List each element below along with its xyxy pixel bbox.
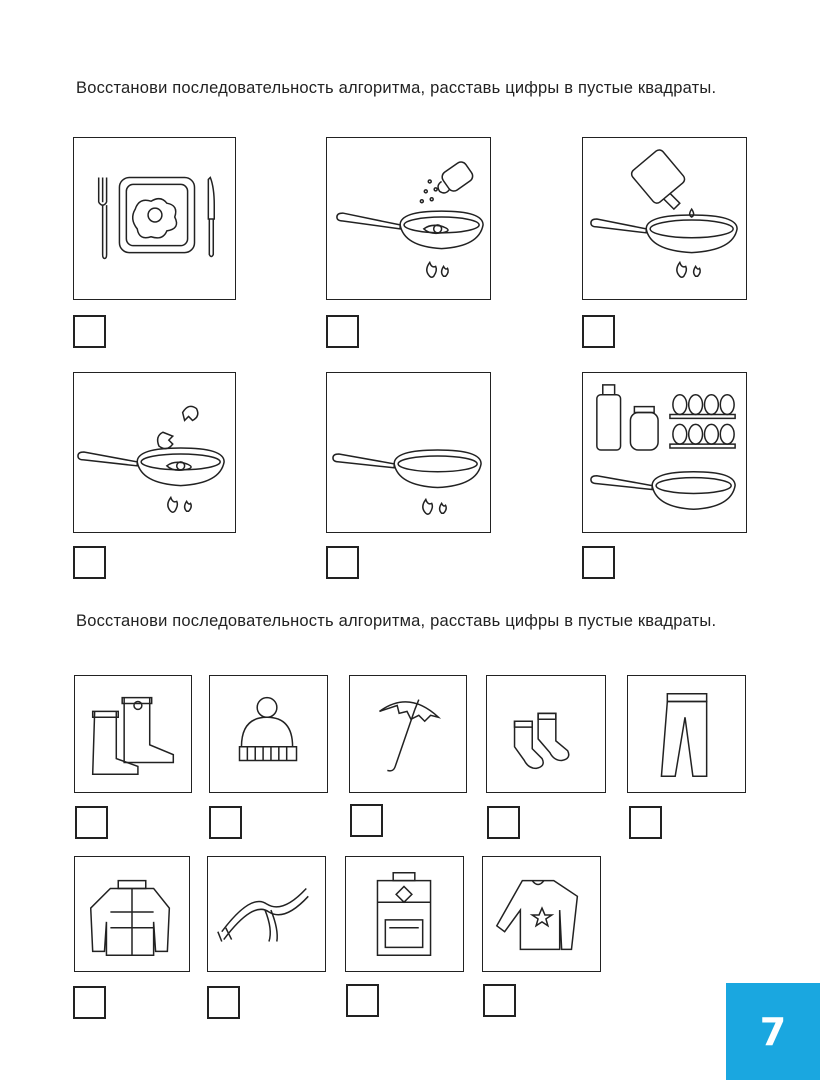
- jacket-icon: [75, 857, 189, 971]
- plate-with-fried-egg-icon: [74, 138, 235, 299]
- ingredients-and-pan-icon: [583, 373, 746, 532]
- card-crack-egg: [73, 372, 236, 533]
- trousers-icon: [628, 676, 745, 792]
- card-backpack: [345, 856, 464, 972]
- answer-box-8[interactable]: [209, 806, 242, 839]
- scarf-icon: [208, 857, 325, 971]
- socks-icon: [487, 676, 605, 792]
- answer-box-10[interactable]: [487, 806, 520, 839]
- answer-box-14[interactable]: [346, 984, 379, 1017]
- card-oil: [582, 137, 747, 300]
- backpack-icon: [346, 857, 463, 971]
- salting-egg-in-pan-icon: [327, 138, 490, 299]
- page-number-tab: 7: [726, 983, 820, 1080]
- card-jacket: [74, 856, 190, 972]
- card-hat: [209, 675, 328, 793]
- card-plate-egg: [73, 137, 236, 300]
- card-sweater: [482, 856, 601, 972]
- answer-box-2[interactable]: [326, 315, 359, 348]
- pouring-oil-into-pan-icon: [583, 138, 746, 299]
- sweater-icon: [483, 857, 600, 971]
- umbrella-icon: [350, 676, 466, 792]
- answer-box-4[interactable]: [73, 546, 106, 579]
- answer-box-12[interactable]: [73, 986, 106, 1019]
- instruction-2: Восстанови последовательность алгоритма, расставь цифры в пустые квадраты.: [76, 612, 717, 630]
- answer-box-13[interactable]: [207, 986, 240, 1019]
- pan-on-fire-icon: [327, 373, 490, 532]
- boots-icon: [75, 676, 191, 792]
- answer-box-3[interactable]: [582, 315, 615, 348]
- answer-box-15[interactable]: [483, 984, 516, 1017]
- instruction-1: Восстанови последовательность алгоритма, расставь цифры в пустые квадраты.: [76, 79, 717, 97]
- answer-box-9[interactable]: [350, 804, 383, 837]
- answer-box-5[interactable]: [326, 546, 359, 579]
- answer-box-1[interactable]: [73, 315, 106, 348]
- cracking-egg-into-pan-icon: [74, 373, 235, 532]
- card-scarf: [207, 856, 326, 972]
- card-socks: [486, 675, 606, 793]
- knit-hat-icon: [210, 676, 327, 792]
- card-trousers: [627, 675, 746, 793]
- answer-box-11[interactable]: [629, 806, 662, 839]
- card-pan-fire: [326, 372, 491, 533]
- card-umbrella: [349, 675, 467, 793]
- card-salting: [326, 137, 491, 300]
- answer-box-6[interactable]: [582, 546, 615, 579]
- card-ingredients: [582, 372, 747, 533]
- answer-box-7[interactable]: [75, 806, 108, 839]
- card-boots: [74, 675, 192, 793]
